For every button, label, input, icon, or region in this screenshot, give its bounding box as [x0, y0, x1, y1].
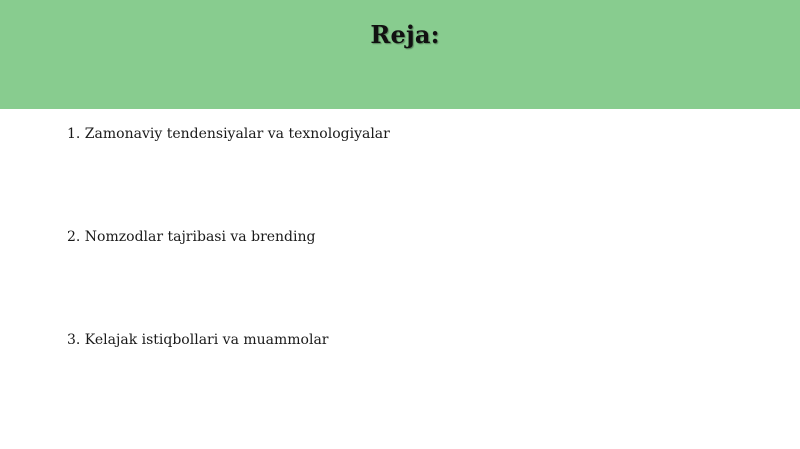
- agenda-item: 2. Nomzodlar tajribasi va brending: [67, 229, 316, 245]
- agenda-item: 3. Kelajak istiqbollari va muammolar: [67, 332, 329, 348]
- title-header-band: [0, 0, 800, 109]
- agenda-item: 1. Zamonaviy tendensiyalar va texnologiyalar: [67, 126, 390, 142]
- slide-title: Reja:: [370, 20, 440, 49]
